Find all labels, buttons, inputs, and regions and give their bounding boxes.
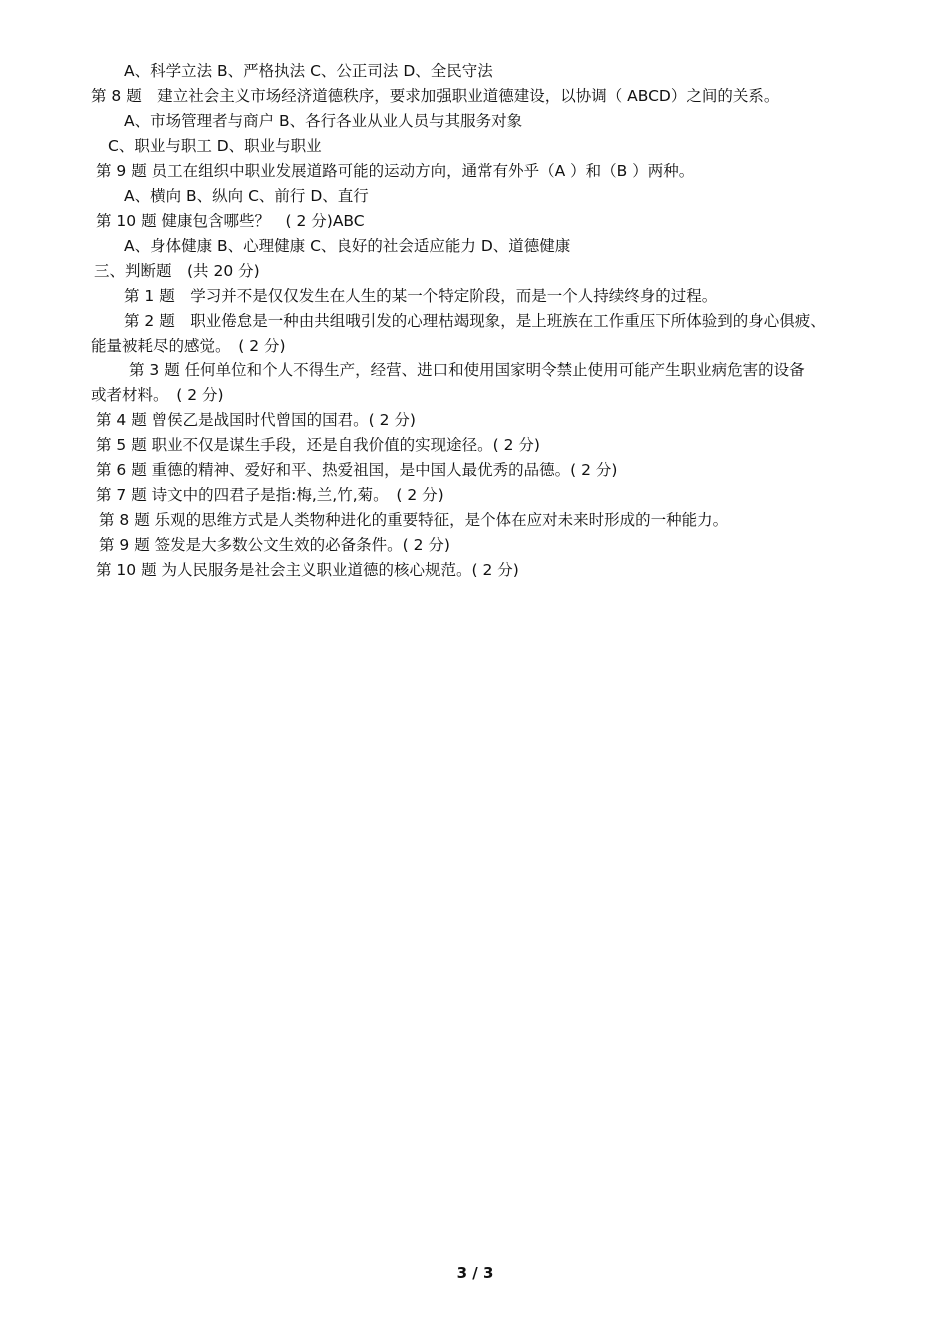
tf-q2-line1: 第 2 题 职业倦怠是一种由共组哦引发的心理枯竭现象，是上班族在工作重压下所体验到的身心俱疲、 <box>124 312 826 330</box>
tf-q2-line2: 能量被耗尽的感觉。 ( 2 分) <box>91 337 286 355</box>
tf-q9: 第 9 题 签发是大多数公文生效的必备条件。( 2 分) <box>99 536 450 554</box>
q8-options-cd: C、职业与职工 D、职业与职业 <box>108 137 322 155</box>
tf-q6: 第 6 题 重德的精神、爱好和平、热爱祖国，是中国人最优秀的品德。( 2 分) <box>96 461 618 479</box>
tf-q5: 第 5 题 职业不仅是谋生手段，还是自我价值的实现途径。( 2 分) <box>96 436 540 454</box>
q8-options-ab: A、市场管理者与商户 B、各行各业从业人员与其服务对象 <box>124 112 523 130</box>
tf-q3-line2: 或者材料。 ( 2 分) <box>91 386 224 404</box>
page-number: 3 / 3 <box>456 1264 494 1282</box>
section-title-judgement: 三、判断题 (共 20 分) <box>94 262 260 280</box>
q10-options: A、身体健康 B、心理健康 C、良好的社会适应能力 D、道德健康 <box>124 237 571 255</box>
q7-options: A、科学立法 B、严格执法 C、公正司法 D、全民守法 <box>124 62 493 80</box>
tf-q3-line1: 第 3 题 任何单位和个人不得生产，经营、进口和使用国家明令禁止使用可能产生职业病危害的设备 <box>129 361 805 379</box>
tf-q10: 第 10 题 为人民服务是社会主义职业道德的核心规范。( 2 分) <box>96 561 519 579</box>
q8-stem: 第 8 题 建立社会主义市场经济道德秩序，要求加强职业道德建设，以协调（ ABCD）之间的关系。 <box>91 87 780 105</box>
q9-stem: 第 9 题 员工在组织中职业发展道路可能的运动方向，通常有外乎（A ）和（B ）两种。 <box>96 162 695 180</box>
tf-q8: 第 8 题 乐观的思维方式是人类物种进化的重要特征，是个体在应对未来时形成的一种能力。 <box>99 511 729 529</box>
tf-q1: 第 1 题 学习并不是仅仅发生在人生的某一个特定阶段，而是一个人持续终身的过程。 <box>124 287 718 305</box>
q9-options: A、横向 B、纵向 C、前行 D、直行 <box>124 187 369 205</box>
q10-stem: 第 10 题 健康包含哪些？ ( 2 分)ABC <box>96 212 365 230</box>
tf-q4: 第 4 题 曾侯乙是战国时代曾国的国君。( 2 分) <box>96 411 416 429</box>
tf-q7: 第 7 题 诗文中的四君子是指:梅,兰,竹,菊。 ( 2 分) <box>96 486 444 504</box>
